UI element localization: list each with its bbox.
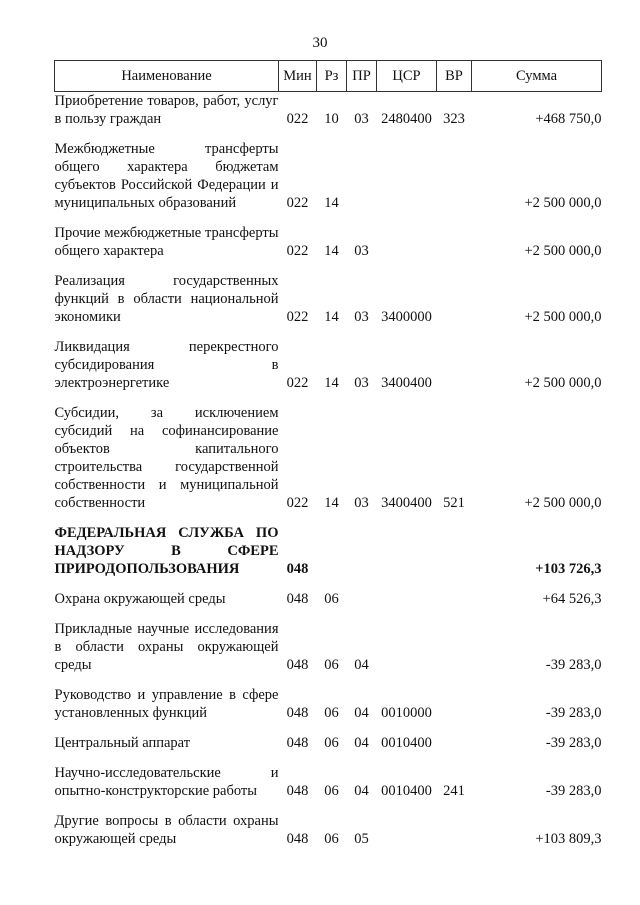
cell-name: Приобретение товаров, работ, услуг в пользу граждан: [54, 93, 279, 127]
cell-pr: 04: [354, 783, 369, 799]
header-sum: Сумма: [472, 61, 602, 92]
cell-min: 048: [286, 735, 309, 751]
cell-name: Центральный аппарат: [54, 735, 191, 751]
cell-pr: [347, 140, 377, 212]
cell-name: Реализация государственных функций в области национальной экономики: [54, 273, 279, 325]
cell-vr: [437, 224, 472, 260]
cell-sum: -39 283,0: [545, 783, 602, 799]
cell-sum: +2 500 000,0: [524, 195, 602, 211]
cell-csr: 0010400: [381, 783, 432, 799]
table-row: [55, 812, 602, 848]
cell-sum: -39 283,0: [545, 657, 602, 673]
cell-vr: [437, 590, 472, 608]
page-number: 30: [312, 35, 328, 51]
cell-name: Ликвидация перекрестного субсидирования в электроэнергетике: [54, 339, 279, 391]
table-header-row: [55, 61, 602, 92]
cell-min: 022: [286, 495, 309, 511]
cell-min: 022: [286, 195, 309, 211]
table-row: [55, 92, 602, 129]
cell-sum: +64 526,3: [542, 591, 602, 607]
row-spacer-cell: [55, 128, 602, 140]
row-spacer: [55, 392, 602, 404]
cell-pr: 03: [354, 495, 369, 511]
cell-csr: [377, 524, 437, 578]
row-spacer-cell: [55, 608, 602, 620]
cell-name: Руководство и управление в сфере установленных функций: [54, 687, 279, 721]
cell-vr: [437, 734, 472, 752]
cell-rz: 06: [324, 591, 339, 607]
cell-pr: 03: [354, 309, 369, 325]
cell-rz: 14: [324, 495, 339, 511]
cell-pr: 04: [354, 657, 369, 673]
cell-name: Прикладные научные исследования в области охраны окружающей среды: [54, 621, 279, 673]
cell-pr: 03: [354, 243, 369, 259]
cell-min: 048: [286, 831, 309, 847]
table-row: [55, 524, 602, 578]
cell-min: 048: [286, 591, 309, 607]
row-spacer-cell: [55, 512, 602, 524]
cell-sum: +468 750,0: [535, 111, 602, 127]
row-spacer-cell: [55, 752, 602, 764]
row-spacer: [55, 260, 602, 272]
cell-vr: [437, 812, 472, 848]
cell-name: Охрана окружающей среды: [54, 591, 226, 607]
header-pr: ПР: [347, 61, 377, 92]
cell-min: 022: [286, 111, 309, 127]
row-spacer-cell: [55, 326, 602, 338]
cell-min: 048: [286, 783, 309, 799]
cell-pr: [347, 524, 377, 578]
cell-vr: 323: [443, 111, 465, 127]
cell-csr: 3400400: [381, 375, 432, 391]
cell-csr: [377, 590, 437, 608]
cell-rz: 14: [324, 375, 339, 391]
cell-csr: [377, 224, 437, 260]
header-vr: ВР: [437, 61, 472, 92]
cell-sum: +2 500 000,0: [524, 375, 602, 391]
cell-min: 022: [286, 375, 309, 391]
row-spacer: [55, 674, 602, 686]
cell-vr: [437, 620, 472, 674]
cell-rz: 14: [324, 195, 339, 211]
header-rz: Рз: [317, 61, 347, 92]
cell-min: 048: [286, 657, 309, 673]
cell-sum: +2 500 000,0: [524, 243, 602, 259]
cell-sum: +2 500 000,0: [524, 495, 602, 511]
cell-csr: [377, 620, 437, 674]
row-spacer: [55, 512, 602, 524]
cell-sum: +2 500 000,0: [524, 309, 602, 325]
row-spacer: [55, 326, 602, 338]
table-row: [55, 272, 602, 326]
cell-sum: +103 726,3: [535, 561, 602, 577]
cell-csr: [377, 140, 437, 212]
table-row: [55, 764, 602, 800]
cell-pr: 04: [354, 735, 369, 751]
table-row: [55, 224, 602, 260]
table-row: [55, 620, 602, 674]
row-spacer: [55, 752, 602, 764]
header-name: Наименование: [55, 61, 279, 92]
cell-sum: -39 283,0: [545, 735, 602, 751]
row-spacer-cell: [55, 674, 602, 686]
cell-name: Межбюджетные трансферты общего характера бюджетам субъектов Российской Федерации и муниципальных образований: [54, 141, 279, 211]
table-row: [55, 590, 602, 608]
cell-csr: 3400000: [381, 309, 432, 325]
cell-rz: [317, 524, 347, 578]
cell-sum: -39 283,0: [545, 705, 602, 721]
cell-pr: 05: [354, 831, 369, 847]
cell-rz: 10: [324, 111, 339, 127]
cell-rz: 06: [324, 657, 339, 673]
cell-csr: 2480400: [381, 111, 432, 127]
budget-table: [54, 60, 602, 848]
cell-rz: 06: [324, 705, 339, 721]
cell-pr: 03: [354, 375, 369, 391]
cell-vr: [437, 140, 472, 212]
row-spacer-cell: [55, 260, 602, 272]
cell-min: 048: [286, 561, 309, 577]
cell-csr: 0010000: [381, 705, 432, 721]
cell-vr: 241: [443, 783, 465, 799]
row-spacer: [55, 578, 602, 590]
cell-rz: 06: [324, 831, 339, 847]
row-spacer: [55, 128, 602, 140]
row-spacer: [55, 800, 602, 812]
row-spacer: [55, 212, 602, 224]
cell-name: Субсидии, за исключением субсидий на софинансирование объектов капитального строительства государственной собственности и муниципальной собственности: [54, 405, 279, 511]
cell-rz: 14: [324, 243, 339, 259]
cell-name: Научно-исследовательские и опытно-конструкторские работы: [54, 765, 279, 799]
cell-name: ФЕДЕРАЛЬНАЯ СЛУЖБА ПО НАДЗОРУ В СФЕРЕ ПРИРОДОПОЛЬЗОВАНИЯ: [54, 525, 279, 577]
row-spacer-cell: [55, 578, 602, 590]
table-row: [55, 686, 602, 722]
cell-csr: [377, 812, 437, 848]
row-spacer: [55, 608, 602, 620]
cell-vr: 521: [443, 495, 465, 511]
cell-pr: 03: [354, 111, 369, 127]
cell-name: Прочие межбюджетные трансферты общего характера: [54, 225, 279, 259]
cell-csr: 3400400: [381, 495, 432, 511]
cell-name: Другие вопросы в области охраны окружающей среды: [54, 813, 279, 847]
cell-csr: 0010400: [381, 735, 432, 751]
cell-vr: [437, 338, 472, 392]
cell-min: 048: [286, 705, 309, 721]
cell-vr: [437, 272, 472, 326]
cell-vr: [437, 686, 472, 722]
row-spacer-cell: [55, 800, 602, 812]
table-body: [55, 92, 602, 849]
cell-rz: 14: [324, 309, 339, 325]
row-spacer: [55, 722, 602, 734]
cell-rz: 06: [324, 783, 339, 799]
cell-min: 022: [286, 309, 309, 325]
table-row: [55, 338, 602, 392]
table-row: [55, 734, 602, 752]
table-row: [55, 140, 602, 212]
row-spacer-cell: [55, 212, 602, 224]
row-spacer-cell: [55, 392, 602, 404]
table-row: [55, 404, 602, 512]
cell-sum: +103 809,3: [535, 831, 602, 847]
header-min: Мин: [279, 61, 317, 92]
cell-vr: [437, 524, 472, 578]
header-csr: ЦСР: [377, 61, 437, 92]
cell-rz: 06: [324, 735, 339, 751]
row-spacer-cell: [55, 722, 602, 734]
cell-min: 022: [286, 243, 309, 259]
cell-pr: [347, 590, 377, 608]
cell-pr: 04: [354, 705, 369, 721]
